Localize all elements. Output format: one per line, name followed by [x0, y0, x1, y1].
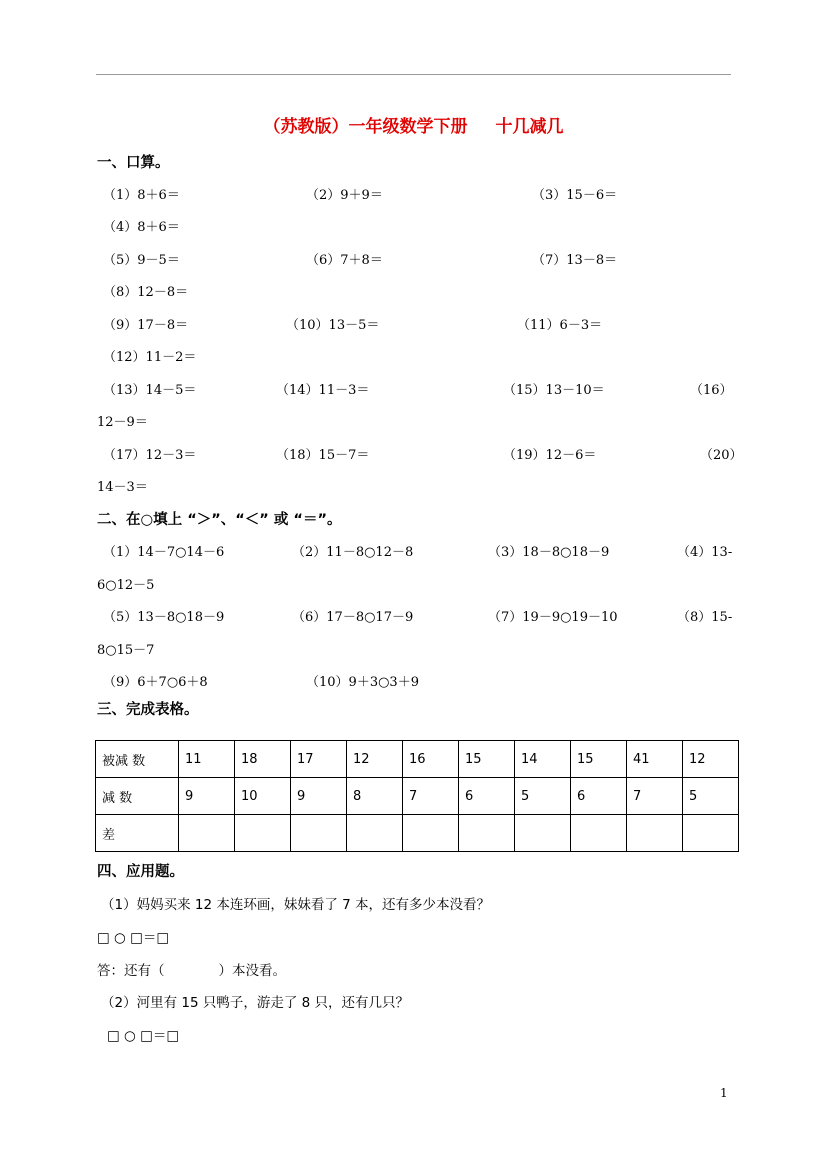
row-label: 减 数 — [96, 778, 179, 815]
oral-item: （16） — [690, 383, 733, 398]
answer-cell[interactable] — [179, 815, 235, 852]
oral-item: （10）13－5＝ — [286, 318, 380, 333]
compare-item: （10）9＋3○3＋9 — [306, 675, 419, 690]
page-title — [0, 112, 827, 137]
table-cell: 7 — [627, 778, 683, 815]
table-cell: 12 — [347, 741, 403, 778]
table-cell: 5 — [515, 778, 571, 815]
table-cell: 11 — [179, 741, 235, 778]
compare-item: 6○12－5 — [97, 578, 155, 593]
oral-item: （12）11－2＝ — [103, 350, 197, 365]
answer-cell[interactable] — [459, 815, 515, 852]
oral-item: （17）12－3＝ — [103, 448, 197, 463]
oral-item: （7）13－8＝ — [532, 253, 618, 268]
table-cell: 10 — [235, 778, 291, 815]
oral-item: （15）13－10＝ — [503, 383, 605, 398]
oral-item: （8）12－8＝ — [103, 285, 189, 300]
oral-item: （5）9－5＝ — [103, 253, 180, 268]
section-oral-heading: 一、口算。 — [97, 155, 170, 171]
oral-item: （20） — [700, 448, 743, 463]
table-cell: 7 — [403, 778, 459, 815]
table-cell: 15 — [459, 741, 515, 778]
answer-cell[interactable] — [683, 815, 739, 852]
section-compare-heading: 二、在○填上 “＞”、“＜” 或 “＝”。 — [97, 512, 342, 528]
equation-blank-2: □ ○ □＝□ — [107, 1028, 180, 1044]
oral-item: （11）6－3＝ — [517, 318, 603, 333]
subtraction-table — [95, 740, 739, 852]
answer-cell[interactable] — [235, 815, 291, 852]
answer-cell[interactable] — [627, 815, 683, 852]
header-rule — [96, 74, 731, 75]
answer-cell[interactable] — [347, 815, 403, 852]
table-row-subtrahend — [96, 778, 739, 815]
compare-item: （9）6＋7○6＋8 — [103, 675, 208, 690]
table-cell: 14 — [515, 741, 571, 778]
oral-item: （3）15－6＝ — [532, 188, 618, 203]
oral-item: （2）9＋9＝ — [306, 188, 383, 203]
table-cell: 6 — [459, 778, 515, 815]
oral-item: 14－3＝ — [97, 480, 148, 495]
compare-item: （8）15- — [677, 610, 733, 625]
title-main: （苏教版）一年级数学下册 — [263, 117, 468, 137]
table-cell: 5 — [683, 778, 739, 815]
compare-item: （7）19－9○19－10 — [488, 610, 618, 625]
section-word-heading: 四、应用题。 — [97, 864, 184, 880]
word-problem-1: （1）妈妈买来 12 本连环画，妹妹看了 7 本，还有多少本没看？ — [101, 897, 491, 913]
answer-cell[interactable] — [291, 815, 347, 852]
answer-line-1: 答：还有（ ）本没看。 — [97, 963, 286, 979]
compare-item: （4）13- — [677, 545, 733, 560]
table-cell: 18 — [235, 741, 291, 778]
compare-item: （5）13－8○18－9 — [103, 610, 225, 625]
table-cell: 15 — [571, 741, 627, 778]
page-number: 1 — [720, 1086, 728, 1100]
compare-item: （1）14－7○14－6 — [103, 545, 225, 560]
oral-item: （18）15－7＝ — [276, 448, 370, 463]
title-topic: 十几减几 — [495, 117, 564, 137]
answer-cell[interactable] — [515, 815, 571, 852]
compare-item: （6）17－8○17－9 — [292, 610, 414, 625]
oral-item: （14）11－3＝ — [276, 383, 370, 398]
table-cell: 8 — [347, 778, 403, 815]
word-problem-2: （2）河里有 15 只鸭子，游走了 8 只，还有几只？ — [101, 995, 410, 1011]
table-row-minuend — [96, 741, 739, 778]
compare-item: （2）11－8○12－8 — [292, 545, 414, 560]
equation-blank-1: □ ○ □＝□ — [97, 930, 170, 946]
compare-item: （3）18－8○18－9 — [488, 545, 610, 560]
table-cell: 9 — [179, 778, 235, 815]
compare-item: 8○15－7 — [97, 643, 155, 658]
answer-cell[interactable] — [571, 815, 627, 852]
table-cell: 9 — [291, 778, 347, 815]
table-cell: 6 — [571, 778, 627, 815]
row-label: 差 — [96, 815, 179, 852]
table-cell: 12 — [683, 741, 739, 778]
section-table-heading: 三、完成表格。 — [97, 702, 199, 718]
row-label: 被减 数 — [96, 741, 179, 778]
table-row-difference — [96, 815, 739, 852]
oral-item: （13）14－5＝ — [103, 383, 197, 398]
oral-item: （19）12－6＝ — [503, 448, 597, 463]
oral-item: （4）8＋6＝ — [103, 220, 180, 235]
oral-item: 12－9＝ — [97, 415, 148, 430]
table-cell: 17 — [291, 741, 347, 778]
table-cell: 41 — [627, 741, 683, 778]
oral-item: （6）7＋8＝ — [306, 253, 383, 268]
oral-item: （9）17－8＝ — [103, 318, 189, 333]
answer-cell[interactable] — [403, 815, 459, 852]
oral-item: （1）8＋6＝ — [103, 188, 180, 203]
table-cell: 16 — [403, 741, 459, 778]
